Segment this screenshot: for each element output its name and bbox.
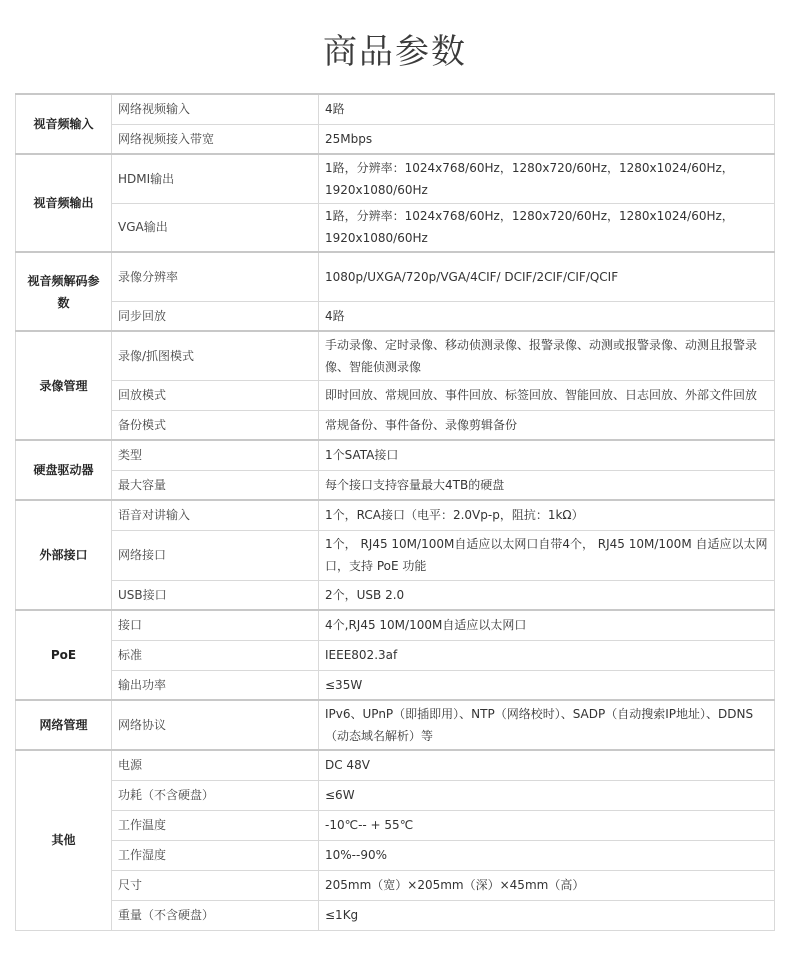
- param-value-cell: 手动录像、定时录像、移动侦测录像、报警录像、动测或报警录像、动测且报警录像、智能侦测录像: [319, 331, 775, 380]
- param-value-cell: 每个接口支持容量最大4TB的硬盘: [319, 470, 775, 500]
- table-row: [16, 154, 775, 203]
- category-cell: 外部接口: [16, 500, 112, 610]
- param-name-cell: 网络协议: [112, 700, 319, 750]
- param-name-cell: VGA输出: [112, 203, 319, 252]
- param-value-cell: 1个，RCA接口（电平：2.0Vp-p，阻抗：1kΩ）: [319, 500, 775, 530]
- category-cell: 其他: [16, 750, 112, 930]
- table-row: [16, 780, 775, 810]
- table-row: [16, 750, 775, 780]
- table-row: [16, 870, 775, 900]
- param-value-cell: 4路: [319, 301, 775, 331]
- table-row: [16, 640, 775, 670]
- param-name-cell: 语音对讲输入: [112, 500, 319, 530]
- category-cell: 录像管理: [16, 331, 112, 440]
- param-name-cell: 网络视频接入带宽: [112, 124, 319, 154]
- param-name-cell: 电源: [112, 750, 319, 780]
- param-name-cell: 录像/抓图模式: [112, 331, 319, 380]
- param-value-cell: ≤35W: [319, 670, 775, 700]
- param-value-cell: 1080p/UXGA/720p/VGA/4CIF/ DCIF/2CIF/CIF/QCIF: [319, 252, 775, 301]
- param-name-cell: USB接口: [112, 580, 319, 610]
- param-value-cell: IEEE802.3af: [319, 640, 775, 670]
- param-name-cell: 重量（不含硬盘）: [112, 900, 319, 930]
- table-row: [16, 440, 775, 470]
- table-row: [16, 94, 775, 124]
- table-row: [16, 610, 775, 640]
- param-name-cell: 同步回放: [112, 301, 319, 331]
- page-title: 商品参数: [323, 32, 467, 72]
- param-name-cell: 最大容量: [112, 470, 319, 500]
- param-name-cell: 工作温度: [112, 810, 319, 840]
- param-value-cell: 1路，分辨率：1024x768/60Hz，1280x720/60Hz，1280x1024/60Hz，1920x1080/60Hz: [319, 154, 775, 203]
- param-name-cell: 备份模式: [112, 410, 319, 440]
- param-value-cell: 1个SATA接口: [319, 440, 775, 470]
- category-cell: PoE: [16, 610, 112, 700]
- spec-table: [15, 93, 775, 931]
- table-row: [16, 670, 775, 700]
- table-row: [16, 530, 775, 580]
- param-name-cell: 回放模式: [112, 380, 319, 410]
- table-row: [16, 301, 775, 331]
- param-name-cell: 接口: [112, 610, 319, 640]
- param-name-cell: 录像分辨率: [112, 252, 319, 301]
- param-value-cell: 常规备份、事件备份、录像剪辑备份: [319, 410, 775, 440]
- param-name-cell: 尺寸: [112, 870, 319, 900]
- param-name-cell: 类型: [112, 440, 319, 470]
- param-name-cell: 标准: [112, 640, 319, 670]
- param-value-cell: 4路: [319, 94, 775, 124]
- param-value-cell: 25Mbps: [319, 124, 775, 154]
- param-name-cell: 网络视频输入: [112, 94, 319, 124]
- table-row: [16, 700, 775, 750]
- table-row: [16, 500, 775, 530]
- param-value-cell: ≤6W: [319, 780, 775, 810]
- category-cell: 视音频输出: [16, 154, 112, 252]
- table-row: [16, 580, 775, 610]
- table-row: [16, 410, 775, 440]
- param-name-cell: 输出功率: [112, 670, 319, 700]
- param-value-cell: 205mm（宽）×205mm（深）×45mm（高）: [319, 870, 775, 900]
- param-value-cell: 1个， RJ45 10M/100M自适应以太网口自带4个， RJ45 10M/100M 自适应以太网口，支持 PoE 功能: [319, 530, 775, 580]
- category-cell: 视音频输入: [16, 94, 112, 154]
- param-value-cell: -10℃-- + 55℃: [319, 810, 775, 840]
- table-row: [16, 331, 775, 380]
- param-value-cell: ≤1Kg: [319, 900, 775, 930]
- param-name-cell: 网络接口: [112, 530, 319, 580]
- param-name-cell: 功耗（不含硬盘）: [112, 780, 319, 810]
- table-row: [16, 380, 775, 410]
- table-row: [16, 840, 775, 870]
- param-value-cell: 10%--90%: [319, 840, 775, 870]
- category-cell: 网络管理: [16, 700, 112, 750]
- param-value-cell: 1路，分辨率：1024x768/60Hz，1280x720/60Hz，1280x1024/60Hz，1920x1080/60Hz: [319, 203, 775, 252]
- category-cell: 硬盘驱动器: [16, 440, 112, 500]
- table-row: [16, 252, 775, 301]
- param-value-cell: 2个，USB 2.0: [319, 580, 775, 610]
- table-row: [16, 900, 775, 930]
- param-value-cell: DC 48V: [319, 750, 775, 780]
- table-row: [16, 203, 775, 252]
- param-value-cell: 即时回放、常规回放、事件回放、标签回放、智能回放、日志回放、外部文件回放: [319, 380, 775, 410]
- param-value-cell: 4个,RJ45 10M/100M自适应以太网口: [319, 610, 775, 640]
- category-cell: 视音频解码参数: [16, 252, 112, 331]
- table-row: [16, 124, 775, 154]
- param-name-cell: HDMI输出: [112, 154, 319, 203]
- param-value-cell: IPv6、UPnP（即插即用）、NTP（网络校时）、SADP（自动搜索IP地址）、DDNS（动态域名解析）等: [319, 700, 775, 750]
- table-row: [16, 470, 775, 500]
- table-row: [16, 810, 775, 840]
- param-name-cell: 工作湿度: [112, 840, 319, 870]
